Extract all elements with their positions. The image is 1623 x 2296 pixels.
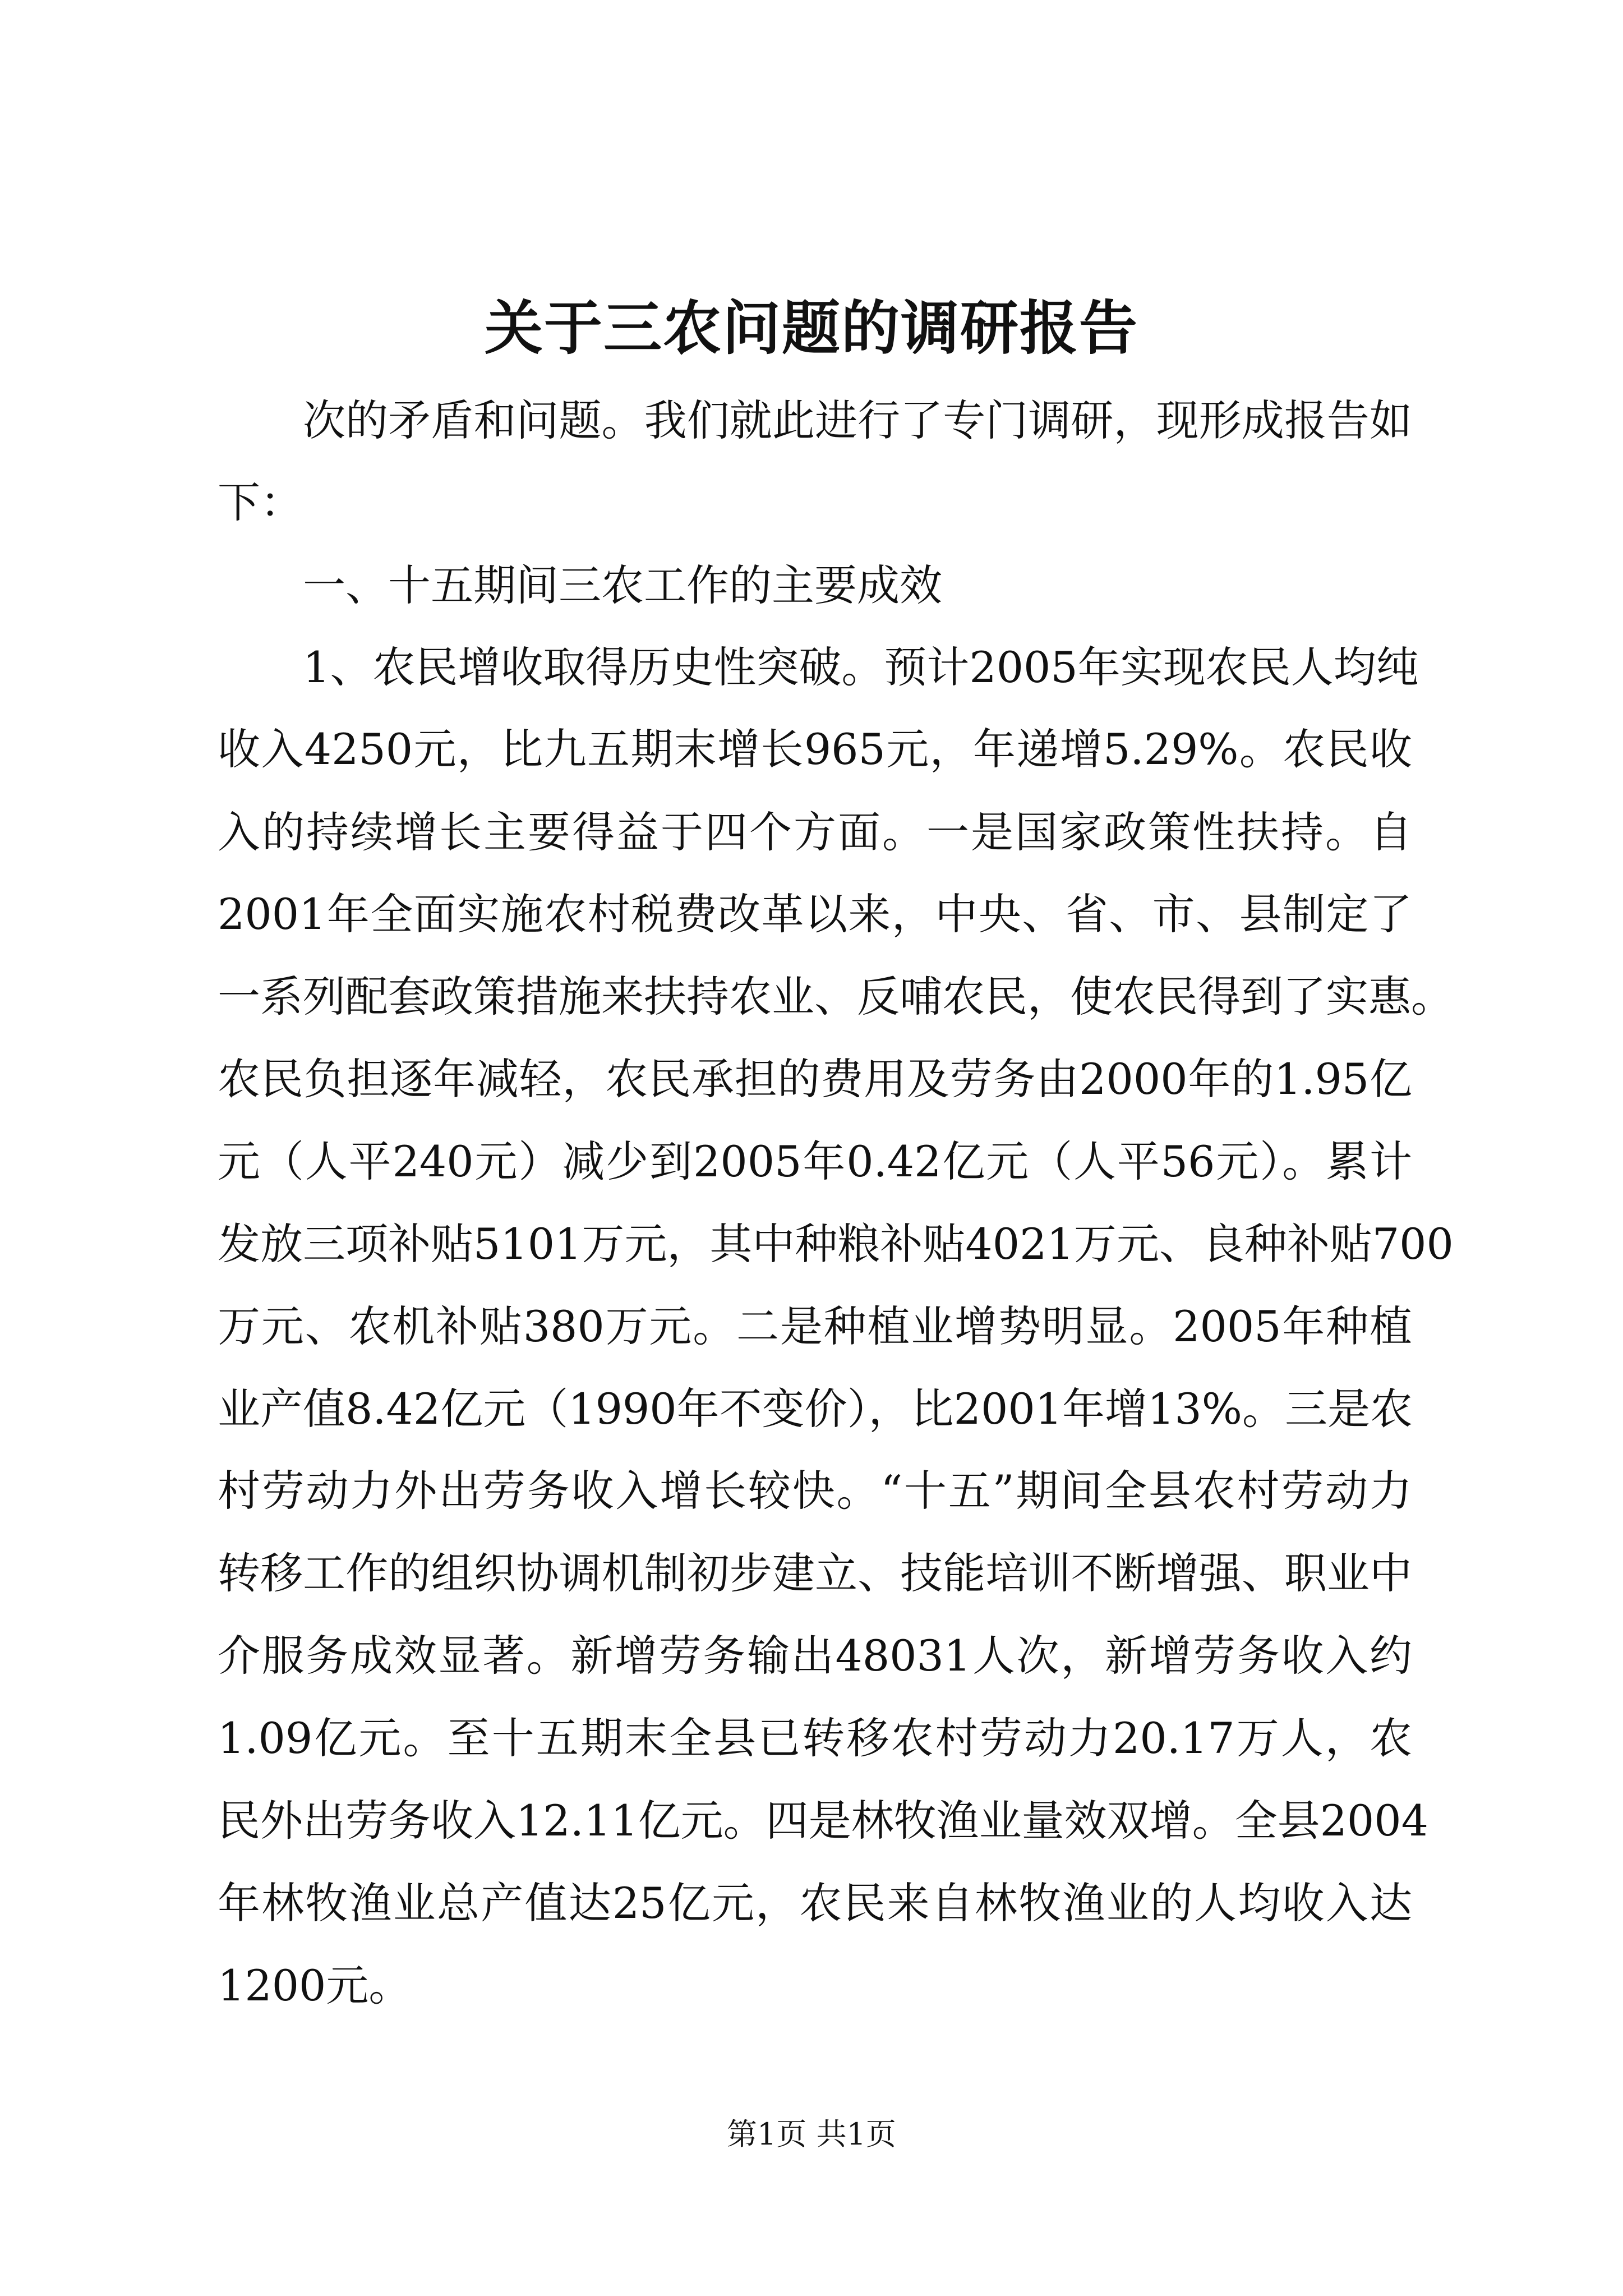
paragraph-line: 转移工作的组织协调机制初步建立、技能培训不断增强、职业中	[218, 1548, 1412, 1598]
paragraph-line: 入的持续增长主要得益于四个方面。一是国家政策性扶持。自	[218, 807, 1412, 857]
document-title: 关于三农问题的调研报告	[484, 293, 1138, 362]
paragraph-line: 次的矛盾和问题。我们就此进行了专门调研，现形成报告如	[303, 395, 1412, 445]
paragraph-line: 介服务成效显著。新增劳务输出48031人次，新增劳务收入约	[218, 1631, 1412, 1681]
paragraph-line: 收入4250元，比九五期末增长965元，年递增5.29%。农民收	[218, 724, 1412, 774]
paragraph-line: 下：	[218, 477, 303, 527]
paragraph-line: 业产值8.42亿元（1990年不变价），比2001年增13%。三是农	[218, 1384, 1413, 1434]
paragraph-line: 1200元。	[218, 1961, 412, 2010]
paragraph-line: 年林牧渔业总产值达25亿元，农民来自林牧渔业的人均收入达	[218, 1878, 1412, 1928]
paragraph-line: 1.09亿元。至十五期末全县已转移农村劳动力20.17万人，农	[218, 1713, 1412, 1763]
paragraph-line: 发放三项补贴5101万元，其中种粮补贴4021万元、良种补贴700	[218, 1219, 1454, 1269]
paragraph-line: 元（人平240元）减少到2005年0.42亿元（人平56元）。累计	[218, 1137, 1412, 1186]
page-number-footer: 第1页 共1页	[727, 2116, 896, 2152]
section-heading: 一、十五期间三农工作的主要成效	[303, 560, 942, 610]
paragraph-line: 一系列配套政策措施来扶持农业、反哺农民，使农民得到了实惠。	[218, 972, 1454, 1022]
paragraph-line: 1、农民增收取得历史性突破。预计2005年实现农民人均纯	[303, 642, 1419, 692]
paragraph-line: 农民负担逐年减轻，农民承担的费用及劳务由2000年的1.95亿	[218, 1054, 1412, 1104]
paragraph-line: 万元、农机补贴380万元。二是种植业增势明显。2005年种植	[218, 1301, 1412, 1351]
paragraph-line: 村劳动力外出劳务收入增长较快。“十五”期间全县农村劳动力	[218, 1466, 1412, 1516]
paragraph-line: 民外出劳务收入12.11亿元。四是林牧渔业量效双增。全县2004	[218, 1796, 1428, 1846]
paragraph-line: 2001年全面实施农村税费改革以来，中央、省、市、县制定了	[218, 889, 1412, 939]
